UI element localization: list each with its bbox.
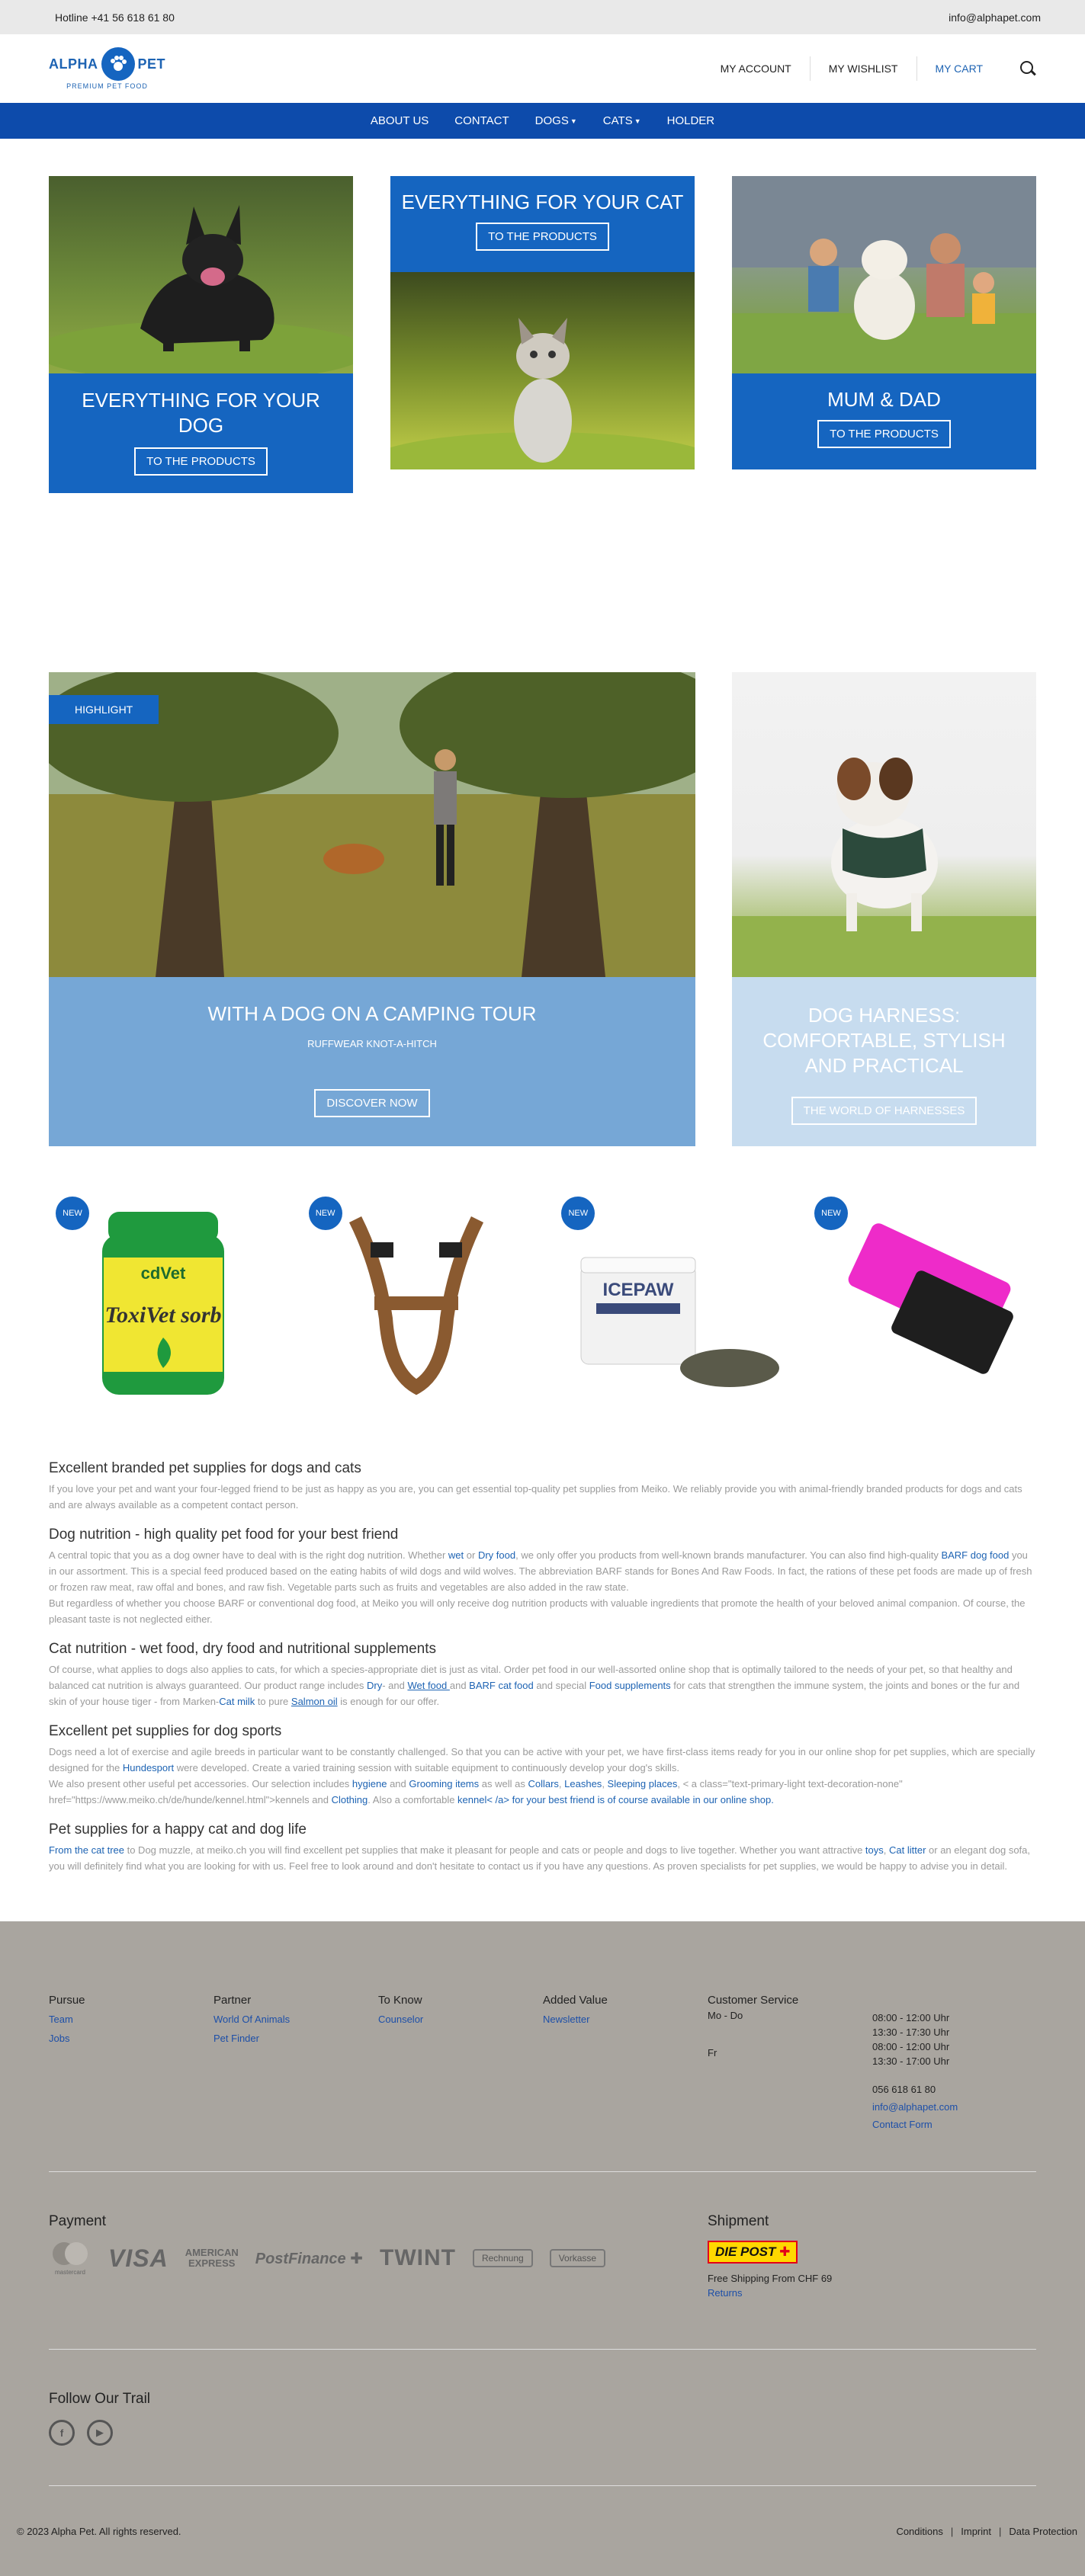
footer-bottom: [17, 2486, 1077, 2576]
footer-heading: Customer Service: [708, 1994, 799, 2007]
footer-columns: [49, 1921, 1036, 2171]
social-title: Follow Our Trail: [49, 2391, 151, 2407]
text-span: or: [464, 1549, 478, 1561]
dog-tile-title: EVERYTHING FOR YOUR DOG: [82, 389, 320, 437]
text-span: ,: [883, 1844, 889, 1856]
footer-heading: Pursue: [49, 1994, 85, 2007]
camping-subtitle: RUFFWEAR KNOT-A-HITCH: [307, 1038, 437, 1049]
cat-products-button[interactable]: TO THE PRODUCTS: [476, 223, 609, 251]
logo-tagline: PREMIUM PET FOOD: [66, 82, 148, 90]
twint-icon: TWINT: [380, 2245, 456, 2270]
my-account-link[interactable]: MY ACCOUNT: [702, 56, 811, 81]
product-card[interactable]: [49, 1189, 278, 1410]
service-phone[interactable]: 056 618 61 80: [872, 2084, 936, 2095]
dog-tile-box: [49, 373, 353, 493]
nav-cats-label: CATS: [602, 114, 633, 127]
vorkasse-badge: Vorkasse: [550, 2249, 605, 2267]
shipment-section: [708, 2213, 832, 2349]
text-span: you in our assortment. This is a special feed produced based on the eating habits of wild dogs and wild wolves. The abbreviation BARF stands for Bones And Raw Foods. In fact, the rations of these pet foods are made up of fresh or frozen raw meat, raw offal and bones, and raw fish. Vegetable parts such as fruits and vegetables are also added in the raw state.: [49, 1549, 1032, 1593]
postfinance-label: PostFinance: [255, 2250, 346, 2267]
wet-link[interactable]: wet: [448, 1549, 464, 1561]
section-paragraph: [49, 1744, 1036, 1776]
nav-contact[interactable]: CONTACT: [454, 114, 509, 127]
footer-heading: Added Value: [543, 1994, 608, 2007]
new-badge: NEW: [56, 1197, 89, 1230]
section-paragraph: [49, 1661, 1036, 1709]
nav-cats[interactable]: [603, 114, 641, 127]
barf-cat-food-link[interactable]: BARF cat food: [469, 1680, 534, 1691]
cat-image: [390, 272, 695, 469]
text-span: for cats that strengthen the immune system, the joints and bones or the fur and skin of your house tiger - from Marken-: [49, 1680, 1020, 1707]
food-supplements-link[interactable]: Food supplements: [589, 1680, 671, 1691]
returns-link[interactable]: Returns: [708, 2287, 743, 2299]
postfinance-icon: PostFinance ✚: [255, 2250, 363, 2267]
hygiene-link[interactable]: hygiene: [352, 1778, 387, 1789]
nav-dogs-label: DOGS: [534, 114, 569, 127]
text-span: Dogs need a lot of exercise and agile breeds in particular want to be constantly challenged. So that you can be active with your pet, we have first-class items ready for you in our online shop for pet supplies, which are specially designed for the: [49, 1746, 1035, 1773]
harness-box: [732, 977, 1036, 1146]
text-span: to Dog muzzle, at meiko.ch you will find excellent pet supplies that make it pleasant for people and cats or people and dogs to live together. Whether you want attractive: [124, 1844, 865, 1856]
text-span: . Also a comfortable: [368, 1794, 458, 1805]
section-paragraph: [49, 1776, 1036, 1808]
header-nav: [702, 56, 1036, 81]
text-span: were developed. Create a varied training session with suitable equipment to continuously develop your dog's skills.: [174, 1762, 680, 1773]
dog-image: [49, 176, 353, 373]
camping-highlight[interactable]: [49, 672, 695, 1146]
footer-col-to-know: [378, 1994, 543, 2171]
text-span: and: [387, 1778, 409, 1789]
dog-tile[interactable]: [49, 176, 353, 672]
text-span: - and: [382, 1680, 408, 1691]
new-products: [0, 1189, 1085, 1447]
harness-dog-image: [732, 672, 1036, 977]
cat-tile-title: EVERYTHING FOR YOUR CAT: [401, 191, 684, 213]
payment-title: Payment: [49, 2213, 106, 2229]
text-span: or an elegant dog sofa, you will definitely find what you are looking for with us. Feel free to look around and don't hesitate to contact us if you have any questions. As proven specialists for pet supplies, we would be happy to advise you in detail.: [49, 1844, 1031, 1872]
topbar-email-link[interactable]: info@alphapet.com: [949, 11, 1041, 24]
facebook-icon[interactable]: f: [49, 2420, 75, 2446]
carrier-label: DIE POST: [715, 2244, 776, 2259]
product-card[interactable]: [554, 1189, 783, 1410]
service-days-1: Mo - Do: [708, 2010, 743, 2021]
caret-down-icon: ▼: [570, 117, 577, 126]
separator: |: [999, 2525, 1002, 2537]
product-card[interactable]: [807, 1189, 1036, 1410]
footer-customer-service: [708, 1994, 958, 2171]
section-paragraph: But regardless of whether you choose BARF or conventional dog food, at Meiko you will only receive dog nutrition products with valuable ingredients that promote the health of your beloved animal companion. Of course, the pleasant taste is not neglected either.: [49, 1597, 1026, 1625]
header: [0, 34, 1085, 103]
footer-heading: To Know: [378, 1994, 422, 2007]
logo-text-pet: PET: [137, 56, 166, 72]
text-span: ,: [558, 1778, 565, 1789]
caret-down-icon: ▼: [634, 117, 641, 126]
discover-now-button[interactable]: DISCOVER NOW: [314, 1089, 429, 1117]
text-span: Of course, what applies to dogs also applies to cats, for which a species-appropriate diet is just as vital. Order pet food in our well-assorted online shop that is optimally tailored to the needs of your pet, so that healthy and balanced cat nutrition is always guaranteed. Our product range includes: [49, 1664, 1013, 1691]
service-hours: 08:00 - 12:00 Uhr: [872, 2012, 950, 2023]
nav-dogs[interactable]: [535, 114, 577, 127]
service-hours: 13:30 - 17:00 Uhr: [872, 2055, 950, 2067]
hundesport-link[interactable]: Hundesport: [122, 1762, 175, 1773]
cat-litter-link[interactable]: Cat litter: [889, 1844, 926, 1856]
contact-form-link[interactable]: Contact Form: [872, 2119, 933, 2130]
category-tiles: [0, 139, 1085, 672]
text-span: We also present other useful pet accessories. Our selection includes: [49, 1778, 352, 1789]
harness-highlight[interactable]: [732, 672, 1036, 1146]
text-span: and: [449, 1680, 470, 1691]
hotline-text: Hotline +41 56 618 61 80: [55, 11, 175, 24]
seo-text: [0, 1460, 1085, 1874]
grooming-link[interactable]: Grooming items: [409, 1778, 480, 1789]
footer: [0, 1921, 1085, 2576]
family-tile-title: MUM & DAD: [827, 388, 941, 411]
camping-image: [49, 672, 695, 977]
family-tile-box: [732, 373, 1036, 469]
my-cart-link[interactable]: MY CART: [935, 62, 983, 75]
family-image: [732, 176, 1036, 373]
logo[interactable]: [49, 47, 165, 90]
nav-about-us[interactable]: ABOUT US: [370, 114, 429, 127]
text-span: to pure: [255, 1696, 291, 1707]
cat-milk-link[interactable]: Cat milk: [219, 1696, 255, 1707]
product-brand: ICEPAW: [602, 1280, 674, 1300]
main-nav: [0, 103, 1085, 139]
section-heading: Dog nutrition - high quality pet food for your best friend: [49, 1527, 399, 1543]
harness-title: DOG HARNESS: COMFORTABLE, STYLISH AND PRACTICAL: [762, 1004, 1006, 1077]
text-span: is enough for our offer.: [337, 1696, 440, 1707]
salmon-oil-link[interactable]: Salmon oil: [291, 1696, 338, 1707]
footer-col-added-value: [543, 1994, 708, 2171]
section-heading: Excellent branded pet supplies for dogs and cats: [49, 1460, 361, 1476]
dry-food-link[interactable]: Dry food: [477, 1549, 516, 1561]
toys-link[interactable]: toys: [865, 1844, 884, 1856]
text-span: A central topic that you as a dog owner have to deal with is the right dog nutrition. Whether: [49, 1549, 448, 1561]
search-icon[interactable]: [1019, 60, 1036, 77]
kennel-link[interactable]: kennel< /a> for your best friend is of course available in our online shop.: [457, 1794, 774, 1805]
footer-link-pet-finder[interactable]: Pet Finder: [213, 2033, 259, 2044]
camping-title: WITH A DOG ON A CAMPING TOUR: [207, 1002, 537, 1025]
rechnung-badge: Rechnung: [473, 2249, 533, 2267]
amex-line: AMERICAN: [185, 2247, 239, 2258]
legal-links: [888, 2526, 1077, 2537]
top-bar: [0, 0, 1085, 34]
footer-col-pursue: [49, 1994, 213, 2171]
dry-link[interactable]: Dry: [366, 1680, 383, 1691]
highlight-badge: HIGHLIGHT: [49, 695, 159, 724]
cat-tile[interactable]: [390, 176, 695, 672]
free-shipping-text: Free Shipping From CHF 69: [708, 2273, 833, 2284]
social-section: [49, 2350, 1036, 2485]
youtube-icon[interactable]: ▶: [87, 2420, 113, 2446]
section-heading: Pet supplies for a happy cat and dog life: [49, 1821, 307, 1837]
text-span: and special: [533, 1680, 589, 1691]
footer-link-world-of-animals[interactable]: World Of Animals: [213, 2014, 291, 2025]
section-heading: Cat nutrition - wet food, dry food and nutritional supplements: [49, 1641, 437, 1657]
conditions-link[interactable]: Conditions: [896, 2525, 943, 2537]
service-days-2: Fr: [708, 2047, 717, 2059]
text-span: , we only offer you products from well-known brands manufacturer. You can also find high-quality: [515, 1549, 942, 1561]
copyright-text: © 2023 Alpha Pet. All rights reserved.: [17, 2525, 181, 2537]
text-span: ,: [602, 1778, 608, 1789]
clothing-link[interactable]: Clothing: [331, 1794, 368, 1805]
footer-link-counselor[interactable]: Counselor: [378, 2014, 424, 2025]
text-span: , < a class="text-primary-light text-decoration-none" href="https://www.meiko.ch/de/hunde/kennel.html">kennels and: [49, 1778, 903, 1805]
amex-icon: [185, 2248, 239, 2269]
payment-shipment-row: [49, 2172, 1036, 2349]
shipment-title: Shipment: [708, 2213, 769, 2229]
product-brand: cdVet: [140, 1264, 186, 1283]
service-email-link[interactable]: info@alphapet.com: [872, 2101, 958, 2113]
collars-link[interactable]: Collars: [528, 1778, 559, 1789]
product-card[interactable]: [302, 1189, 531, 1410]
leashes-link[interactable]: Leashes: [564, 1778, 602, 1789]
new-badge: NEW: [561, 1197, 595, 1230]
section-heading: Excellent pet supplies for dog sports: [49, 1723, 282, 1739]
section-paragraph: If you love your pet and want your four-legged friend to be just as happy as you are, you can get essential top-quality pet supplies from Meiko. We reliably provide you with animal-friendly branded products for dogs and cats and are always available as a competent contact person.: [49, 1483, 1022, 1511]
data-protection-link[interactable]: Data Protection: [1009, 2525, 1077, 2537]
footer-col-partner: [213, 1994, 378, 2171]
new-badge: NEW: [814, 1197, 848, 1230]
cat-tile-box: [390, 176, 695, 272]
cat-tree-link[interactable]: From the cat tree: [49, 1844, 124, 1856]
payment-methods: [49, 2241, 708, 2276]
mastercard-icon: [49, 2241, 91, 2276]
my-wishlist-link[interactable]: MY WISHLIST: [811, 56, 917, 81]
service-hours: 08:00 - 12:00 Uhr: [872, 2041, 950, 2052]
payment-section: [49, 2213, 708, 2349]
highlight-row: [0, 672, 1085, 1146]
family-products-button[interactable]: TO THE PRODUCTS: [817, 420, 951, 448]
section-paragraph: [49, 1547, 1036, 1595]
dog-products-button[interactable]: TO THE PRODUCTS: [134, 447, 268, 476]
imprint-link[interactable]: Imprint: [961, 2525, 991, 2537]
mastercard-label: mastercard: [54, 2269, 85, 2276]
logo-text-alpha: ALPHA: [49, 56, 98, 72]
footer-heading: Partner: [213, 1994, 252, 2007]
amex-line: EXPRESS: [188, 2257, 236, 2269]
harness-world-button[interactable]: THE WORLD OF HARNESSES: [791, 1097, 977, 1125]
text-span: as well as: [479, 1778, 528, 1789]
paw-icon: [101, 47, 135, 81]
section-paragraph: [49, 1842, 1036, 1874]
nav-holder[interactable]: HOLDER: [666, 114, 715, 127]
wet-food-link[interactable]: Wet food: [407, 1680, 450, 1691]
sleeping-places-link[interactable]: Sleeping places: [607, 1778, 678, 1789]
product-name: ToxiVet sorb: [104, 1302, 222, 1328]
service-hours: 13:30 - 17:30 Uhr: [872, 2027, 950, 2038]
footer-link-jobs[interactable]: Jobs: [49, 2033, 70, 2044]
separator: |: [950, 2525, 954, 2537]
visa-icon: VISA: [108, 2244, 169, 2272]
new-badge: NEW: [309, 1197, 342, 1230]
barf-dog-food-link[interactable]: BARF dog food: [941, 1549, 1010, 1561]
die-post-logo: DIE POST ✚: [708, 2241, 798, 2264]
footer-link-team[interactable]: Team: [49, 2014, 73, 2025]
family-tile[interactable]: [732, 176, 1036, 672]
camping-box: [49, 977, 695, 1146]
footer-link-newsletter[interactable]: Newsletter: [543, 2014, 590, 2025]
